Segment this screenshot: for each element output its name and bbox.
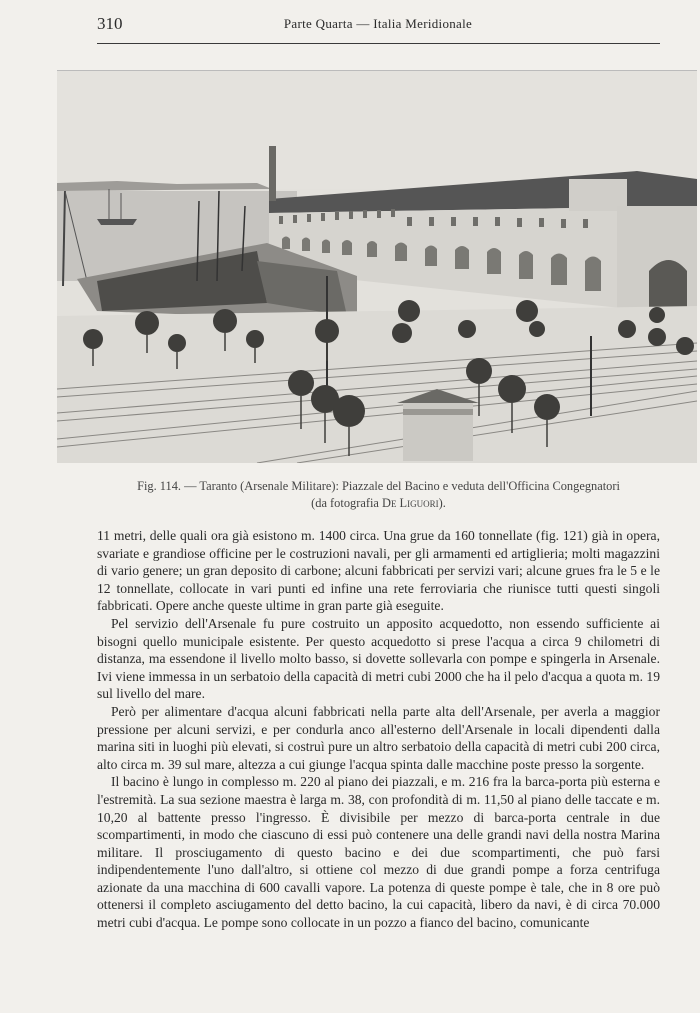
paragraph: 11 metri, delle quali ora già esistono m. 1400 circa. Una grue da 160 tonnellate (fig. 121) già in opera, svariate e grandiose officine per le costruzioni navali, per gli armamenti ed artiglieria; molti magazzini di vario genere; un gran deposito di carbone; alcuni fabbricati per servizi vari; alcune grues fra le 5 e le 12 tonnellate, collocate in vari punti ed infine una rete ferroviaria che riunisce tutti questi singoli fabbricati. Opere anche queste ultime in gran parte già eseguite. — [97, 528, 660, 614]
running-head: Parte Quarta — Italia Meridionale — [283, 16, 473, 31]
caption-line-2 — [97, 495, 660, 512]
figure-caption — [97, 478, 660, 512]
page-header — [97, 14, 659, 36]
body-text — [97, 527, 660, 932]
caption-author: De Liguori — [382, 496, 439, 510]
caption-suffix: ). — [438, 496, 446, 510]
paragraph: Il bacino è lungo in complesso m. 220 al piano dei piazzali, e m. 216 fra la barca-porta più esterna e l'estremità. La sua sezione maestra è larga m. 38, con profondità di m. 11,50 al piano delle taccate e m. 10,20 al battente presso l'ingresso. È divisibile per mezzo di barca-porta centrale in due scompartimenti, in modo che ciascuno di essi può contenere una delle grandi navi della nostra Marina militare. Il prosciugamento di questo bacino e dei due scompartimenti, che può farsi indipendentemente l'uno dall'altro, si ottiene col mezzo di due grandi pompe a forza centrifuga azionate da una macchina di 600 cavalli vapore. La potenza di queste pompe è tale, che in 8 ore può ottenersi il completo asciugamento del detto bacino, la cui capacità, libero da navi, è di circa 70.000 metri cubi d'acqua. Le pompe sono collocate in un pozzo a fianco del bacino, comunicante — [97, 774, 660, 931]
figure-photo-arsenal — [57, 70, 697, 463]
header-rule — [97, 43, 660, 44]
caption-prefix: (da fotografia — [311, 496, 383, 510]
caption-line-1: Fig. 114. — Taranto (Arsenale Militare): Piazzale del Bacino e veduta dell'Officina Congegnatori — [137, 479, 620, 493]
paragraph: Però per alimentare d'acqua alcuni fabbricati nella parte alta dell'Arsenale, per averla a maggior pressione per alcuni servizi, e per condurla anco all'esterno dell'Arsenale in locali dipendenti dalla marina siti in luoghi più elevati, si costruì pure un altro serbatoio della capacità di metri cubi 200 circa, alto circa m. 39 sul mare, altezza a cui giunge l'acqua spinta dalle macchine poste presso la sorgente. — [97, 703, 660, 772]
paragraph: Pel servizio dell'Arsenale fu pure costruito un apposito acquedotto, non essendo sufficiente ai bisogni quello municipale esistente. Per questo acquedotto si prese l'acqua a circa 9 chilometri di distanza, ma essendone il livello molto basso, si dovette sollevarla con pompe e spingerla in Arsenale. Ivi viene immessa in un serbatoio della capacità di metri cubi 2000 che ha il pelo d'acqua a quota m. 19 sul livello del mare. — [97, 615, 660, 702]
page-number: 310 — [97, 14, 123, 33]
